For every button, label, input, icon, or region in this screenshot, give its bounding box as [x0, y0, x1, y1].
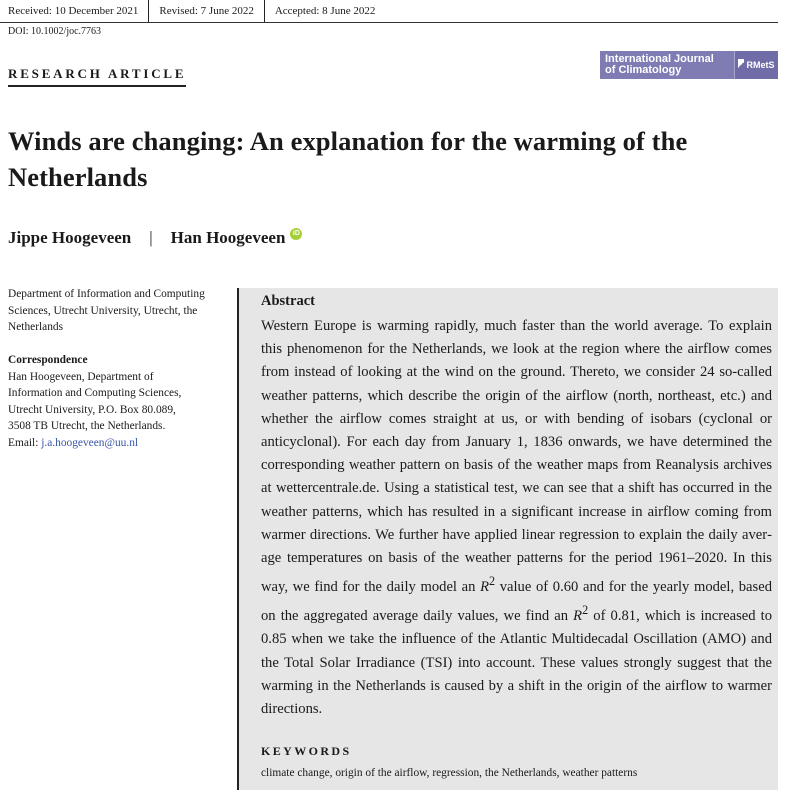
keywords-heading: KEYWORDS: [261, 744, 352, 758]
email-line: Email: j.a.hoogeveen@uu.nl: [8, 436, 139, 449]
correspondence-line: Information and Computing Sciences,: [8, 387, 182, 400]
article-history: [0, 0, 385, 22]
journal-name: International Journal of Climatology: [605, 53, 714, 76]
article-type: RESEARCH ARTICLE: [8, 66, 186, 87]
email-link[interactable]: j.a.hoogeveen@uu.nl: [41, 436, 139, 449]
keywords-list: climate change, origin of the airflow, regression, the Netherlands, weather patterns: [261, 767, 638, 779]
author-separator: |: [149, 228, 153, 247]
abstract-panel: [237, 288, 778, 790]
article-title: Winds are changing: An explanation for the warming of the Netherlands: [8, 126, 688, 192]
author-name[interactable]: Han Hoogeveen: [170, 228, 286, 247]
journal-logo[interactable]: [600, 51, 778, 79]
abstract-text: Western Europe is warming rapidly, much faster than the world average. To explain this phenomenon for the Netherlands, we look at the region where the airflow comes from instead of looking at the wind on the ground. Thereto, we consider 24 so-called weather patterns, which describe the origin of the airflow (north, northeast, etc.) and whether the airflow comes straight at us, or with bending of isobars (cyclonal or anticyclonal). For each day from January 1, 1836 onwards, we have determined the corresponding weather pattern on basis of the weather maps from Reanalysis archives at wettercentrale.de. Using a statistical test, we can see that a shift has occurred in the weather patterns, which has resulted in a significant increase in airflow coming from warmer directions. We further have applied linear regression to explain the daily average temperatures on basis of the weather patterns for the period 1961–2020. In this way, we find for the daily model an $R^2$ value of 0.60 and for the yearly model, based on the aggregated average daily values, we find an $R^2$ of 0.81, which is increased to 0.85 when we take the influence of the Atlantic Multidecadal Oscillation (AMO) and the Total Solar Irradiance (TSI) into account. These values strongly suggest that the warming in the Netherlands is caused by a shift in the origin of the airflow to warmer directions.: [261, 318, 772, 717]
correspondence-block: [8, 352, 233, 452]
author-list: [8, 228, 302, 248]
received-date: Received: 10 December 2021: [0, 0, 149, 22]
affiliation: Department of Information and Computing Sciences, Utrecht University, Utrecht, the Netherlands: [8, 288, 205, 333]
society-logo: RMetS: [734, 51, 778, 79]
header-rule: [0, 22, 778, 23]
doi-link[interactable]: DOI: 10.1002/joc.7763: [8, 26, 102, 37]
abstract-heading: Abstract: [261, 293, 315, 309]
revised-date: Revised: 7 June 2022: [149, 0, 264, 22]
correspondence-line: 3508 TB Utrecht, the Netherlands.: [8, 420, 166, 433]
orcid-icon[interactable]: iD: [290, 228, 302, 240]
correspondence-line: Han Hoogeveen, Department of: [8, 370, 154, 383]
rmets-mark-icon: [738, 59, 744, 71]
accepted-date: Accepted: 8 June 2022: [274, 5, 376, 17]
author-name[interactable]: Jippe Hoogeveen: [8, 228, 132, 247]
correspondence-line: Utrecht University, P.O. Box 80.089,: [8, 403, 176, 416]
correspondence-label: Correspondence: [8, 354, 88, 366]
